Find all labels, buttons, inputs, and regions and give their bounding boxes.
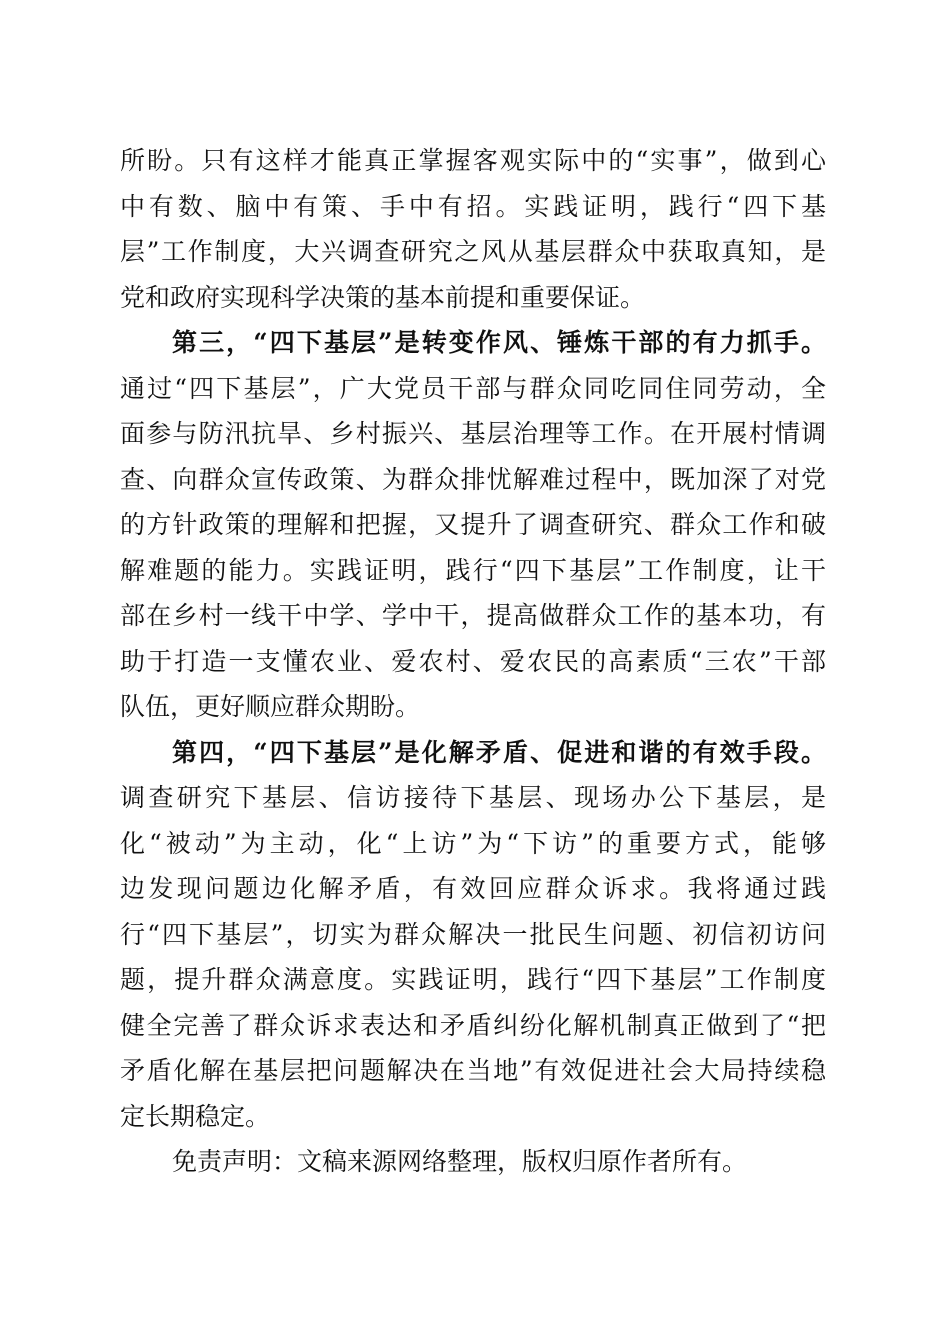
document-body [120, 138, 826, 1185]
text-line: 健全完善了群众诉求表达和矛盾纠纷化解机制真正做到了“把 [120, 1010, 826, 1040]
disclaimer: 免责声明：文稿来源网络整理，版权归原作者所有。 [172, 1147, 748, 1176]
text-line: 部在乡村一线干中学、学中干，提高做群众工作的基本功，有 [120, 601, 826, 630]
text-line: 助于打造一支懂农业、爱农村、爱农民的高素质“三农”干部 [120, 646, 826, 676]
text-line: 查、向群众宣传政策、为群众排忧解难过程中，既加深了对党 [120, 464, 826, 494]
text-line: 矛盾化解在基层把问题解决在当地”有效促进社会大局持续稳 [120, 1056, 826, 1085]
paragraph-3 [120, 730, 826, 1140]
paragraph-1 [120, 138, 826, 320]
text-line: 面参与防汛抗旱、乡村振兴、基层治理等工作。在开展村情调 [120, 419, 826, 448]
text-line: 党和政府实现科学决策的基本前提和重要保证。 [120, 282, 646, 312]
text-line: 的方针政策的理解和把握，又提升了调查研究、群众工作和破 [120, 510, 826, 539]
text-line: 所盼。只有这样才能真正掌握客观实际中的“实事”，做到心 [120, 146, 826, 175]
text-line: 队伍，更好顺应群众期盼。 [120, 692, 421, 721]
paragraph-2 [120, 320, 826, 730]
text-line: 题，提升群众满意度。实践证明，践行“四下基层”工作制度 [120, 965, 826, 994]
paragraph-heading: 第四，“四下基层”是化解矛盾、促进和谐的有效手段。 [172, 737, 826, 767]
text-line: 化“被动”为主动，化“上访”为“下访”的重要方式，能够 [120, 828, 826, 858]
text-line: 层”工作制度，大兴调查研究之风从基层群众中获取真知，是 [120, 237, 826, 266]
text-line: 通过“四下基层”，广大党员干部与群众同吃同住同劳动，全 [120, 373, 826, 403]
text-line: 中有数、脑中有策、手中有招。实践证明，践行“四下基 [120, 191, 826, 221]
text-line: 行“四下基层”，切实为群众解决一批民生问题、初信初访问 [120, 919, 826, 949]
text-line: 定长期稳定。 [120, 1101, 271, 1131]
text-line: 调查研究下基层、信访接待下基层、现场办公下基层，是 [120, 783, 826, 812]
text-line: 解难题的能力。实践证明，践行“四下基层”工作制度，让干 [120, 555, 826, 585]
paragraph-heading: 第三，“四下基层”是转变作风、锤炼干部的有力抓手。 [172, 328, 826, 357]
text-line: 边发现问题边化解矛盾，有效回应群众诉求。我将通过践 [120, 874, 826, 903]
